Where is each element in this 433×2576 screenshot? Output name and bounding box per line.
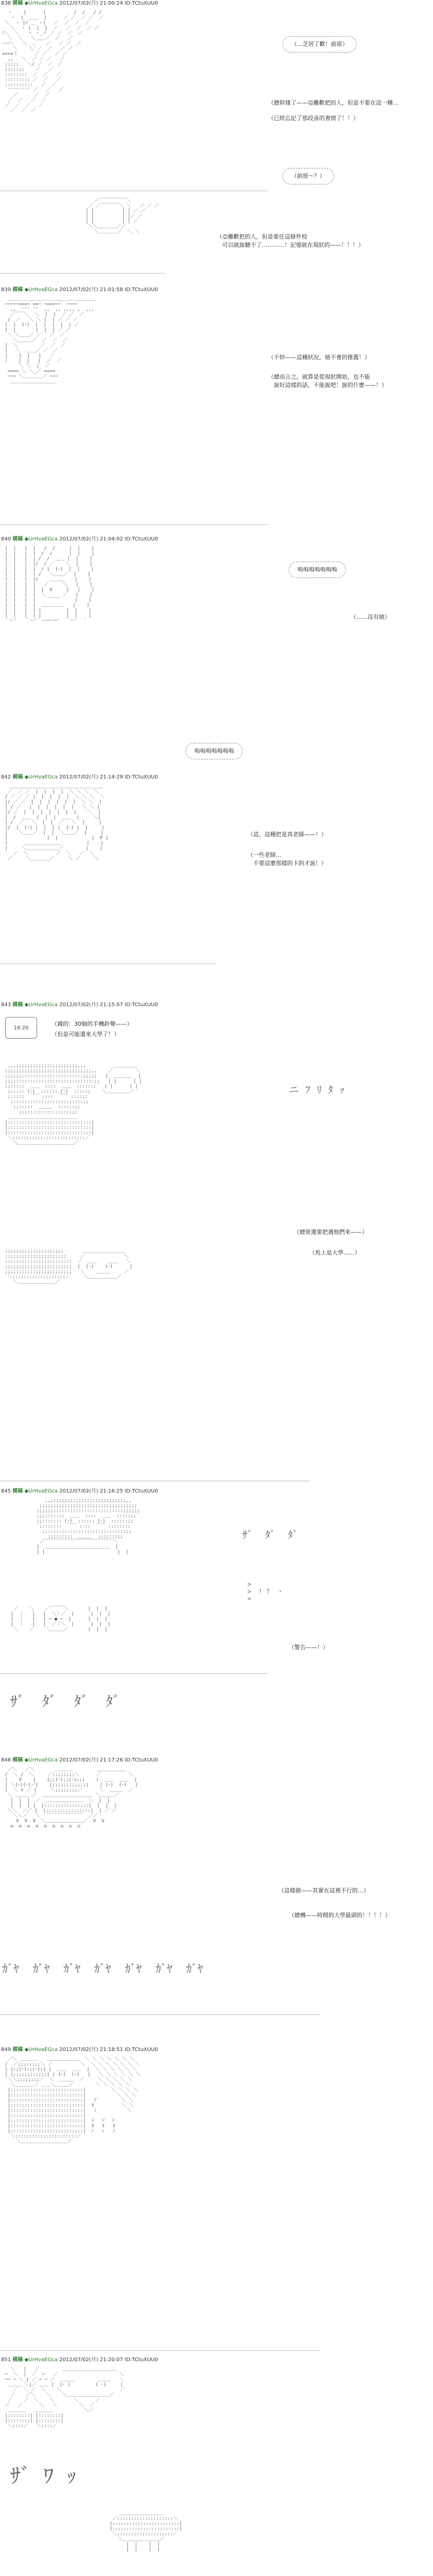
divider <box>0 963 216 964</box>
speech-line <box>216 241 364 249</box>
poster-trip: ◆UrHvaEGca <box>24 536 58 542</box>
ascii-art-figure: ＿＿＿＿＿＿＿＿＿＿＿＿＿＿＿＿＿＿＿＿ ／ ／ ／ | | | | ＼ ＼ ＼ ＼ / ／ ／ ／ | | | | | ＼ ＼ ＼ ＼ |/ ／ ／ | | | | | | ＼ ＼ | | / ／ | | | | | | ＼ ＼ | |/ ／ | | | | | | | ＼ | | / ＿＿ | | | ＿＿ | ＼| | / ／ ＼ | | ／ ＼ | | |/ | (･) | | | | (･) | | | | ＼＿＿／ | | ＼＿＿／ | | | | | | P | | ＿＿＿＿＿＿＿＿ | | | ＼＿＿＿＿＿＿＿／ | | ／ ＼ ／ ＼ ／ ＼ ／ ＼＿＿＿＿／ ＼ ／ ＼ <box>5 784 108 861</box>
sfx-text: > > ! ? ・ > <box>247 1581 284 1602</box>
speech-line <box>268 373 370 381</box>
line-text: （…芝居了歡！前原） <box>291 41 348 47</box>
poster-trip: ◆UrHvaEGca <box>24 2047 58 2053</box>
speech-line <box>52 1020 132 1028</box>
line-text: （已經忘記了那段喜的書情了！！） <box>268 115 359 122</box>
line-text: （這樣做——其實在這裡不行的…） <box>278 1887 369 1894</box>
line-text: （……沒有她） <box>351 614 390 620</box>
post-851 <box>0 2357 433 2576</box>
poster-name[interactable]: 模稿 <box>12 287 23 293</box>
poster-name[interactable]: 模稿 <box>12 1 23 6</box>
ascii-art-figure: ＼ | ／ ＿＿＿＿＿＿＿＿＿＿＿＿ ─ ＼ | ／ ─ ／ ＼ ── ─ ＼ | ／ ─ ─ ／ ＿＿＿ ＿＿＿ ＼ ＿＿＿ ＼|／ ＿＿ | (･ ) ( ･) | ／ ＼ ／ ＼ ＼ ／ ／ ／＼ ＼ ＼＿＿＿＿＿＿＿＿＿／ ／ ／ ＼ ＼ ＼ ／ ／ ／ ＼ ＼ ＼ ／ ＿＿＿＿ ＿＿＿＿ ＼／ |::::::::| |::::::::| |::::::::| |::::::::| ＼::::／ ＼::::／ <box>5 2367 125 2429</box>
post-number: 842 <box>1 774 11 780</box>
post-838 <box>0 0 433 283</box>
divider <box>0 524 268 525</box>
poster-name[interactable]: 模稿 <box>12 536 23 542</box>
speech-line <box>268 353 370 361</box>
ascii-art-figure: ヽ | | / / / / ヽ | ＿＿ | ／ ／ ／ ／ ／ ＼ ヽ |/ ＿ ヽ| ／ ／ ／ ／ ＼ ヽ | | | ／ ／ ／ ／ ／ ﾐ＼ ＼ ヽ ヽ_ノ ／ ／ ／ ／ ＼ ＼ ＼＿＿／ ／ ／ ー─＼ ＼ 、 ／ ／ ／ ／ ＼ ＼ ﾞ／ ／ ／ ／ ====ミ ／ ／ ／ ／ ,, ＼ ／ ／ ／ ／ ;;;;; ＼/ ／ ／ ／ ;;;;;;; ／ ／ :::::::: ／ ／ ／ ::::::::: ／ ／ ／ :::::::::: ／ ／ '''''''' ／ ／ ／ ／ ／ ／ ／ ／ ／ ／ ／ ／ ／ ／ ／ ／ ／ <box>2 10 104 113</box>
poster-name[interactable]: 模稿 <box>12 1488 23 1494</box>
divider <box>0 273 165 274</box>
post-845 <box>0 1488 433 1756</box>
ascii-art-lower: ＿＿＿＿＿＿＿＿＿＿ ／::::::::::::::::::::＼ |::::::::::::::::::::::::| |::::::::::::::::::::::::| ＼::::::::::::::::::::／ ＼＿＿＿＿＿＿＿＿／ | | | | | | | | <box>109 2511 182 2552</box>
ascii-art-figure: | | | | / / | | | | | | | / / | | | | | | | / / ＿＿ | | | | | | |/ / ／ ＼ | | | | | | / | (･) | | | | | | | / ＼＿＿／ | | | | | |/ ＿＿＿ | | | | | | ／ ＼ | | | | | | | U | | | | | | | ＼ ／ | | | | | | ￣￣￣ | | | | | | ＿＿＿＿＿ | | | | | | | | | | | | | | | | | | ｀ー' ｀ー'｀ー─ー─' ｀ー' ｀ <box>5 546 94 623</box>
line-text: （總管還要把遇他們來——） <box>294 1229 368 1235</box>
speech-line <box>289 1643 328 1651</box>
divider <box>0 1673 268 1674</box>
sfx-text: ｻﾞ ﾀﾞ ﾀﾞ ﾀﾞ <box>10 1693 121 1710</box>
line-text: 嗚嗚嗚嗚嗚嗚嗚 <box>194 748 234 754</box>
line-text: 不要這麼那樣的卡的才說！） <box>247 860 327 867</box>
post-number: 839 <box>1 287 11 293</box>
line-text: 可以就說聽不了…………！記憶就在現狀的——！！！） <box>216 242 364 248</box>
line-text: （但是可能還來大學了！） <box>52 1031 120 1038</box>
poster-name[interactable]: 模稿 <box>12 2357 23 2363</box>
post-number: 840 <box>1 536 11 542</box>
post-meta: 2012/07/02(月) 21:14:29 ID:TCtuXUU0 <box>59 774 158 780</box>
speech-line <box>351 613 390 621</box>
post-number: 851 <box>1 2357 11 2363</box>
post-849 <box>0 2046 433 2355</box>
post-header <box>1 2046 158 2054</box>
post-meta: 2012/07/02(月) 21:15:07 ID:TCtuXUU0 <box>59 1002 158 1008</box>
post-meta: 2012/07/02(月) 21:20:07 ID:TCtuXUU0 <box>59 2357 158 2363</box>
speech-line <box>309 1249 360 1257</box>
line-text: （總而言之，就算是從現狀開始，也不能 <box>268 374 370 380</box>
post-842 <box>0 774 433 1001</box>
post-number: 843 <box>1 1002 11 1008</box>
poster-name[interactable]: 模稿 <box>12 774 23 780</box>
post-number: 845 <box>1 1488 11 1494</box>
speech-line <box>289 1911 391 1919</box>
sfx-burst <box>289 562 346 578</box>
line-text: （總幹綫了——亞離歡把的人，但是不要在這一種… <box>268 99 398 106</box>
speech-line <box>294 1228 368 1236</box>
poster-trip: ◆UrHvaEGca <box>24 1488 58 1494</box>
phone-screen <box>5 1017 37 1039</box>
speech-bubble <box>282 168 334 184</box>
sfx-text: ｻﾞ ﾜ ｯ <box>10 2464 77 2488</box>
speech-line <box>247 831 327 838</box>
phone-time: 16:20 <box>13 1025 29 1031</box>
ascii-art-figure: ＿＿＿＿＿＿＿＿＿＿＿＿＿＿＿＿＿＿＿ ─────===─ ==─ ─===── ──── ,, ''' '' ,, ,, ,,,, , ,,, ／￣￣＼ ＼ | | ／ ／ ／ / ／ ＼ ＼ | | ／ ／ ／ | | (･) | | | | | ／ | | | | | ／ ／ ＼ ＼＿＿／ ／ ／ ／ ＼＿＿＿／ ／ ／ ／ | ＼ ／ ／ ／ | ＼ ＿＿／ ／ ／ | | | | ／ ﾉ | | | ／ ／ ＼ ＼ | ／ ==== ＼ ＼_／ ==== ─── ＼＿＿＿＿／ ─── ＿＿＿＿＿＿＿＿＿＿ <box>5 297 96 384</box>
sfx-text: ｶﾞﾔ ｶﾞﾔ ｶﾞﾔ ｶﾞﾔ ｶﾞﾔ ｶﾞﾔ ｶﾞﾔ <box>2 1963 203 1976</box>
line-text: （不妙——這種狀況，她不會的推薦！） <box>268 354 370 361</box>
post-header <box>1 774 158 781</box>
post-header <box>1 1002 158 1009</box>
post-number: 838 <box>1 1 11 6</box>
sfx-text: ｻﾞ ﾀﾞ ﾀﾞ <box>242 1529 298 1541</box>
ascii-art-phone: ／￣￣￣￣￣￣＼ ／ ／￣￣￣￣＼ ＼ ／ ／ ／ │ │ │ │ ／ ／ │ │ │ │／ ／ │ │ │ │ ／ ＼＼＿＿＿＿／／ ＼＿＿＿＿／ ＼ ＼ <box>86 198 159 234</box>
speech-line <box>268 114 359 122</box>
poster-trip: ◆UrHvaEGca <box>24 1757 58 1763</box>
speech-line <box>268 381 387 389</box>
poster-trip: ◆UrHvaEGca <box>24 774 58 780</box>
speech-bubble <box>282 36 357 53</box>
divider <box>0 2350 320 2351</box>
line-text: 說好這樣的話，不能說吧！說的什麼——！） <box>268 382 387 388</box>
line-text: （馬上是大學……） <box>309 1249 360 1256</box>
post-839 <box>0 286 433 534</box>
post-meta: 2012/07/02(月) 21:16:25 ID:TCtuXUU0 <box>59 1488 158 1494</box>
divider <box>0 2014 320 2015</box>
post-header <box>1 1757 158 1764</box>
speech-line <box>247 851 281 859</box>
speech-line <box>268 99 398 107</box>
line-text: （亞離歡把的人，但是要任這條件校 <box>216 233 307 240</box>
poster-name[interactable]: 模稿 <box>12 2047 23 2053</box>
post-header <box>1 1488 158 1495</box>
line-text: （一些老師… <box>247 852 281 858</box>
line-text: （前原～？） <box>291 173 325 179</box>
ascii-art-figure: ,,,;;;;;;;;;;;;;;;;;;;;;;,,, ＿＿＿＿＿ ;;;;;;;;;;;;;;;;;;;;;;;;;;;;;;;,, ／ ＼ ;;;;;;::::::::::::::::::::::;;;;; | ＿＿＿＿ | ;;;:::::::::::::::::::::::::::::;; | | | | ;;::::: ＿＿ :::: ＿＿ ::::::; | | | | ;::::: (･) :::::: (･) :::::; ＼＿＿＿＿＿／ ;::::: ￣￣ :::: ￣￣ ::::;; ;:::::::::::::::::::::::::;; ;;::::: ＿＿＿ ::::::;; ;;;:::::::::::::::;;; ＿＿＿＿＿＿＿＿＿＿＿＿＿＿＿ |::::::::::::::::::::::::::::::| |::::::::::::::::::::::::::::::| |::::::::::::::::::::::::::::::| ＼::::::::::::::::::::::::::／ ＼＿＿＿＿＿＿＿＿＿＿＿＿／ <box>5 1063 142 1146</box>
post-header <box>1 0 158 7</box>
line-text: 嗚嗚嗚嗚嗚嗚嗚 <box>297 566 337 573</box>
post-meta: 2012/07/02(月) 21:01:58 ID:TCtuXUU0 <box>59 287 158 293</box>
line-text: （鐘的：30個的手機鈴聲——） <box>52 1021 132 1027</box>
post-header <box>1 2357 158 2364</box>
poster-name[interactable]: 模稿 <box>12 1757 23 1763</box>
speech-line <box>247 859 327 867</box>
poster-name[interactable]: 模稿 <box>12 1002 23 1008</box>
post-header <box>1 536 158 543</box>
line-text: （警告——！） <box>289 1644 328 1651</box>
sfx-burst <box>186 743 243 759</box>
poster-trip: ◆UrHvaEGca <box>24 287 58 293</box>
post-header <box>1 286 158 294</box>
ascii-art-figure: ／＼ ＿＿＿＿ ＿＿＿＿＿＿＿ ＼ ＼ ＼ ＼ ＼ ＼ ＼ / ／;;;;;;;;＼ ／ ＼ ＼ ＼ ＼ ＼ ＼ ＼ ＼ | |;;(･);;(･);| | ＿＿ ＿＿ | ＼ ＼ ＼ ＼ ＼ ＼ | |;;;;;;;;;;;;| | (･) (･) | ＼ ＼ ＼ ＼ ＼ ＼ ＼＼;;;;;;;;／ ＼ ＿＿＿ ／ ＼ ＼ ＼ ＼ ＼ ＼＿＿＿＿／ ＿＿＼＿＿＿／ ＼ ＼ ＼ ＼ ＼ |::::::::::::::::::::::::::| ＼ ＼ ＼ ＼ |::::::::::::::::::::::::::| ＼ ＼ ＼ |::::::::::::::::::::::::::| ﾄﾞ ＼ ＼ |::::::::::::::::::::::::::| ｵ ＼ ＼ |::::::::::::::::::::::::::| ﾝ ＼ |::::::::::::::::::::::::::| |::::::::::::::::::::::::::| ﾄﾞ ﾄﾞ ﾄﾞ |::::::::::::::::::::::::::| ｵ ｵ ｵ |::::::::::::::::::::::::::| ﾝ ﾝ ﾝ ＼::::::::::::::::::::::／ ＼＿＿＿＿＿＿＿＿＿＿／ <box>5 2057 141 2144</box>
post-meta: 2012/07/02(月) 21:18:51 ID:TCtuXUU0 <box>59 2047 158 2053</box>
poster-trip: ◆UrHvaEGca <box>24 1002 58 1008</box>
post-meta: 2012/07/02(月) 21:17:26 ID:TCtuXUU0 <box>59 1757 158 1763</box>
ascii-art-crowd: ;;;;;;;;;;;;;;;;;;;;; ＿＿＿＿＿＿＿＿＿ ;;;;;;;;;;;;;;;;;;;;;; ／ ＼ :::::::::::::::::::::::: ／ ＿＿ ＿＿ ＼ ;;;;;;;;;;;;;;;;;;;;;;;; | (･) (･) | ;;;;;;;;;;;;;;;;;;;;;;;; ＼ ＿＿＿ ／ ＼:::::::::::::::::::／ ＼＿＿＿＿＿＿／ ＼＿＿＿＿＿＿＿＿／ <box>5 1249 132 1285</box>
ascii-art-clock: ／ ＼ ／￣￣￣＼ | | | | ｜ | | ＼｜／ | | | | | ｜ | | ─ ● ─ | | | | | ｜ | | ／｜＼ | | | | ＼ ／ ＼＿＿＿／ | | | <box>10 1606 110 1632</box>
line-text: （總機——時間的大學最頭的！！！！） <box>289 1912 391 1919</box>
post-840 <box>0 536 433 773</box>
speech-line <box>52 1030 120 1038</box>
speech-line <box>216 233 307 241</box>
poster-trip: ◆UrHvaEGca <box>24 1 58 6</box>
ascii-art-crowd: ／＼ ／＼ ＿＿＿＿ ＿＿＿＿＿＿ / ＼ / ＼ ／;;;;;;;;＼ ／ ＼ | V | |;;(･);;(･);;| | ＿＿ ＿＿ | | ＼(･)(･)／| |;;;;;;;;;;;;| | (･) (･) | | ＼ ▽ ／ | ＼;;;;;;;;／ ＼ ＿＿＿ ／ ＼ ＿＿＿ ／ ＿＿＿＿＿＿＿＿＿＿＿ ＼＿＿＿／ | | | ／ ＿＿＿＿＿＿＿＿ ＼ | | | | | | |::::::::::::::::| | | | ＼＼ ／／ | |::::::::::::::::| | ／ ／ ＼＼／ ＼ ￣￣￣￣￣￣￣￣ ／／ V V V ＼＿＿＿＿＿＿＿＿／ V V ◎ ◎ ◎ ◎ ◎ ◎ ◎ ◎ ◎ <box>5 1767 138 1829</box>
post-843 <box>0 1002 433 1486</box>
post-meta: 2012/07/02(月) 21:00:24 ID:TCtuXUU0 <box>59 1 158 6</box>
post-number: 849 <box>1 2047 11 2053</box>
post-number: 846 <box>1 1757 11 1763</box>
ascii-art-figure: ,,;;;;;;;;;;;;;;;;;;;;;;;;;;;,, ;;;;;;;;;;;;;;;;;;;;;;;;;;;;;;;;;;; ;;;;;;:::::::::::::::::::::::::;;;;;; ;;;::::::: ＿＿ :::: ＿＿ :::::;; ;;::::::: (･) :::::: (･) ::::::;; ;::::::: ￣￣ :::: ￣￣ :::::::; ;;::::::::::::::::::::::::::::;; ;;;:::::: ＿＿＿ ::::::;;; ／￣￣￣￣￣￣￣￣￣￣￣￣￣￣￣＼ | ＿＿＿＿＿＿＿＿＿＿＿＿＿＿ | | | | | <box>36 1498 140 1555</box>
post-846 <box>0 1757 433 2045</box>
post-meta: 2012/07/02(月) 21:04:02 ID:TCtuXUU0 <box>59 536 158 542</box>
poster-trip: ◆UrHvaEGca <box>24 2357 58 2363</box>
speech-line <box>278 1887 369 1894</box>
line-text: （這，這種把是真老師——！） <box>247 831 327 838</box>
sfx-text: ニ ﾌ ﾘ ﾀ ｯ <box>289 1083 345 1096</box>
